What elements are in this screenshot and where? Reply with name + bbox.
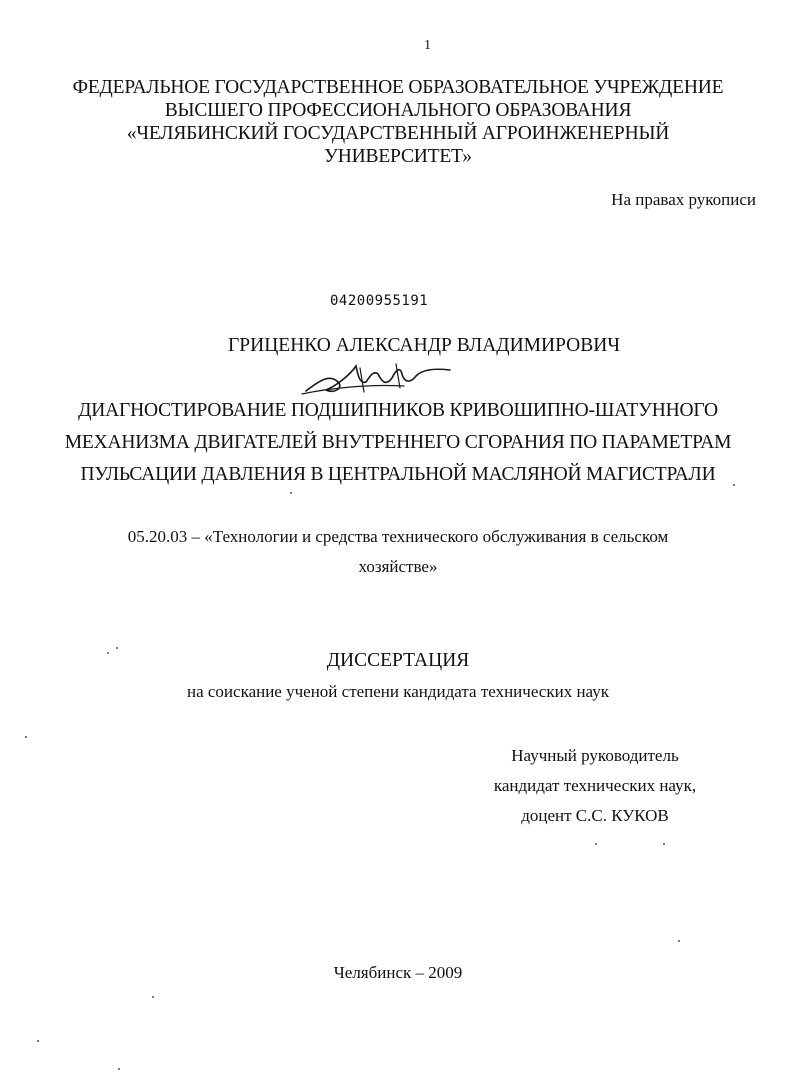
specialty-line-2: хозяйстве» bbox=[358, 557, 438, 576]
registration-code: 04200955191 bbox=[330, 293, 429, 309]
page-number: 1 bbox=[424, 38, 431, 53]
author-name: ГРИЦЕНКО АЛЕКСАНДР ВЛАДИМИРОВИЧ bbox=[228, 335, 621, 356]
scan-speck bbox=[663, 843, 665, 845]
supervisor-line-1: Научный руководитель bbox=[511, 746, 679, 765]
scan-speck bbox=[678, 940, 680, 942]
scan-speck bbox=[733, 484, 735, 486]
dissertation-heading: ДИССЕРТАЦИЯ bbox=[326, 650, 470, 671]
supervisor-line-3: доцент С.С. КУКОВ bbox=[521, 806, 669, 825]
title-line-2: МЕХАНИЗМА ДВИГАТЕЛЕЙ ВНУТРЕННЕГО СГОРАНИЯ ПО ПАРАМЕТРАМ bbox=[64, 432, 732, 453]
degree-line: на соискание ученой степени кандидата технических наук bbox=[186, 682, 609, 701]
scan-speck bbox=[118, 1068, 120, 1070]
scan-speck bbox=[595, 843, 597, 845]
title-line-1: ДИАГНОСТИРОВАНИЕ ПОДШИПНИКОВ КРИВОШИПНО-ШАТУННОГО bbox=[78, 400, 718, 421]
institution-line-2: ВЫСШЕГО ПРОФЕССИОНАЛЬНОГО ОБРАЗОВАНИЯ bbox=[164, 100, 632, 121]
institution-line-3: «ЧЕЛЯБИНСКИЙ ГОСУДАРСТВЕННЫЙ АГРОИНЖЕНЕРНЫЙ bbox=[126, 123, 670, 144]
institution-line-1: ФЕДЕРАЛЬНОЕ ГОСУДАРСТВЕННОЕ ОБРАЗОВАТЕЛЬНОЕ УЧРЕЖДЕНИЕ bbox=[72, 77, 724, 98]
scan-speck bbox=[37, 1040, 39, 1042]
scan-speck bbox=[107, 652, 109, 654]
scan-speck bbox=[152, 996, 154, 998]
manuscript-note: На правах рукописи bbox=[611, 190, 756, 209]
institution-line-4: УНИВЕРСИТЕТ» bbox=[324, 146, 472, 167]
scan-speck bbox=[25, 736, 27, 738]
specialty-line-1: 05.20.03 – «Технологии и средства технического обслуживания в сельском bbox=[127, 527, 669, 546]
city-year: Челябинск – 2009 bbox=[333, 963, 463, 982]
scan-speck bbox=[290, 492, 292, 494]
signature-icon bbox=[300, 358, 460, 400]
supervisor-line-2: кандидат технических наук, bbox=[493, 776, 697, 795]
title-line-3: ПУЛЬСАЦИИ ДАВЛЕНИЯ В ЦЕНТРАЛЬНОЙ МАСЛЯНОЙ МАГИСТРАЛИ bbox=[80, 464, 716, 485]
scan-speck bbox=[116, 647, 118, 649]
